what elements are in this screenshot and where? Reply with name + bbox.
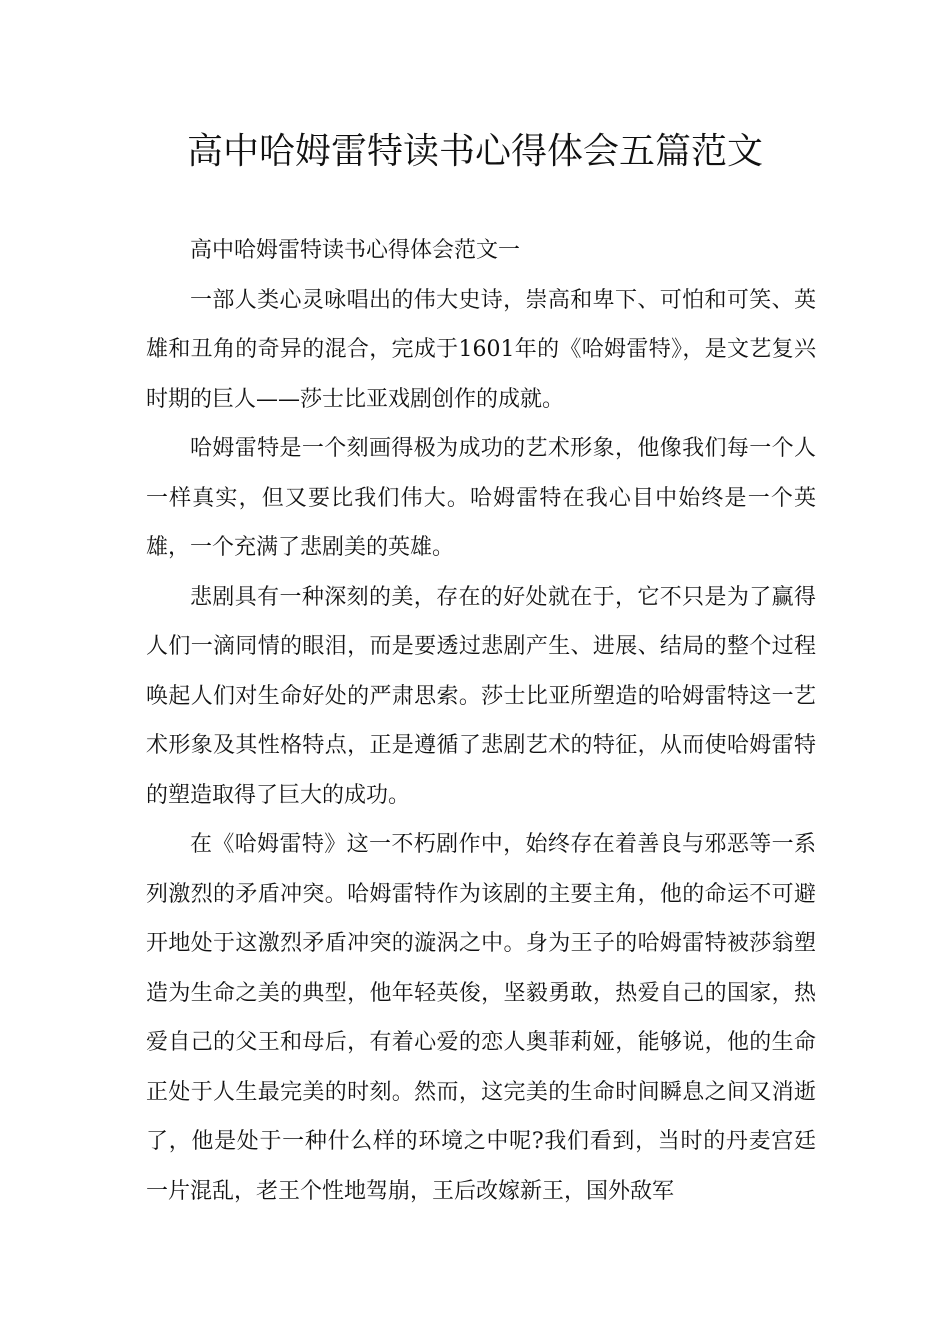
document-body [146,226,816,1216]
paragraph-1: 一部人类心灵咏唱出的伟大史诗，崇高和卑下、可怕和可笑、英雄和丑角的奇异的混合，完成于1601年的《哈姆雷特》，是文艺复兴时期的巨人——莎士比亚戏剧创作的成就。 [146,287,816,412]
paragraph-4: 在《哈姆雷特》这一不朽剧作中，始终存在着善良与邪恶等一系列激烈的矛盾冲突。哈姆雷特作为该剧的主要主角，他的命运不可避开地处于这激烈矛盾冲突的漩涡之中。身为王子的哈姆雷特被莎翁塑造为生命之美的典型，他年轻英俊，坚毅勇敢，热爱自己的国家，热爱自己的父王和母后，有着心爱的恋人奥菲莉娅，能够说，他的生命正处于人生最完美的时刻。然而，这完美的生命时间瞬息之间又消逝了，他是处于一种什么样的环境之中呢?我们看到，当时的丹麦宫廷一片混乱，老王个性地驾崩，王后改嫁新王，国外敌军 [146,832,816,1204]
section-heading: 高中哈姆雷特读书心得体会范文一 [190,238,521,263]
paragraph-2: 哈姆雷特是一个刻画得极为成功的艺术形象，他像我们每一个人一样真实，但又要比我们伟大。哈姆雷特在我心目中始终是一个英雄，一个充满了悲剧美的英雄。 [146,436,816,560]
document-title: 高中哈姆雷特读书心得体会五篇范文 [186,131,763,172]
paragraph-3: 悲剧具有一种深刻的美，存在的好处就在于，它不只是为了赢得人们一滴同情的眼泪，而是要透过悲剧产生、进展、结局的整个过程唤起人们对生命好处的严肃思索。莎士比亚所塑造的哈姆雷特这一艺术形象及其性格特点，正是遵循了悲剧艺术的特征，从而使哈姆雷特的塑造取得了巨大的成功。 [146,584,816,808]
